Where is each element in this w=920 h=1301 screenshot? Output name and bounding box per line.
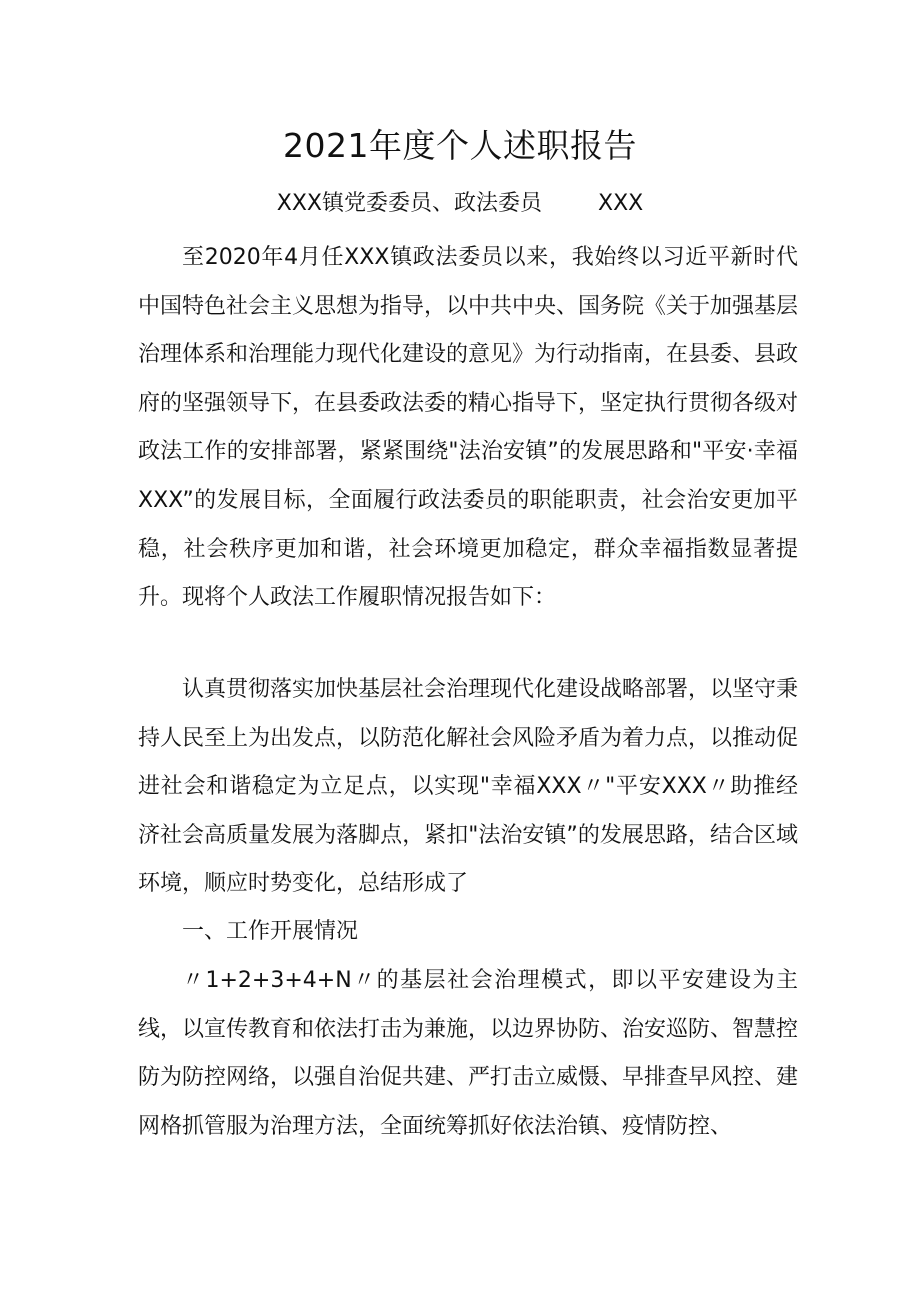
intro-paragraph: 至2020年4月任XXX镇政法委员以来，我始终以习近平新时代中国特色社会主义思想为指导，以中共中央、国务院《关于加强基层治理体系和治理能力现代化建设的意见》为行动指南，在县委、县政府的坚强领导下，在县委政法委的精心指导下，坚定执行贯彻各级对政法工作的安排部署，紧紧围绕"法治安镇”的发展思路和"平安·幸福XXX”的发展目标，全面履行政法委员的职能职责，社会治安更加平稳，社会秩序更加和谐，社会环境更加稳定，群众幸福指数显著提升。现将个人政法工作履职情况报告如下： [138,245,799,611]
document-title: 2021年度个人述职报告 [283,126,637,165]
author-name: XXX [598,191,644,216]
section-paragraph: 〃1+2+3+4+N〃的基层社会治理模式，即以平安建设为主线，以宣传教育和依法打击为兼施，以边界协防、治安巡防、智慧控防为防控网络，以强自治促共建、严打击立威慑、早排查早风控、建网格抓管服为治理方法，全面统筹抓好依法治镇、疫情防控、 [138,968,799,1139]
section-heading: 一、工作开展情况 [182,919,359,944]
summary-paragraph: 认真贯彻落实加快基层社会治理现代化建设战略部署，以坚守秉持人民至上为出发点，以防范化解社会风险矛盾为着力点，以推动促进社会和谐稳定为立足点，以实现"幸福XXX〃"平安XXX〃助推经济社会高质量发展为落脚点，紧扣"法治安镇”的发展思路，结合区域环境，顺应时势变化，总结形成了 [138,677,799,897]
author-byline [0,186,920,222]
author-position: XXX镇党委委员、政法委员 [276,191,542,216]
